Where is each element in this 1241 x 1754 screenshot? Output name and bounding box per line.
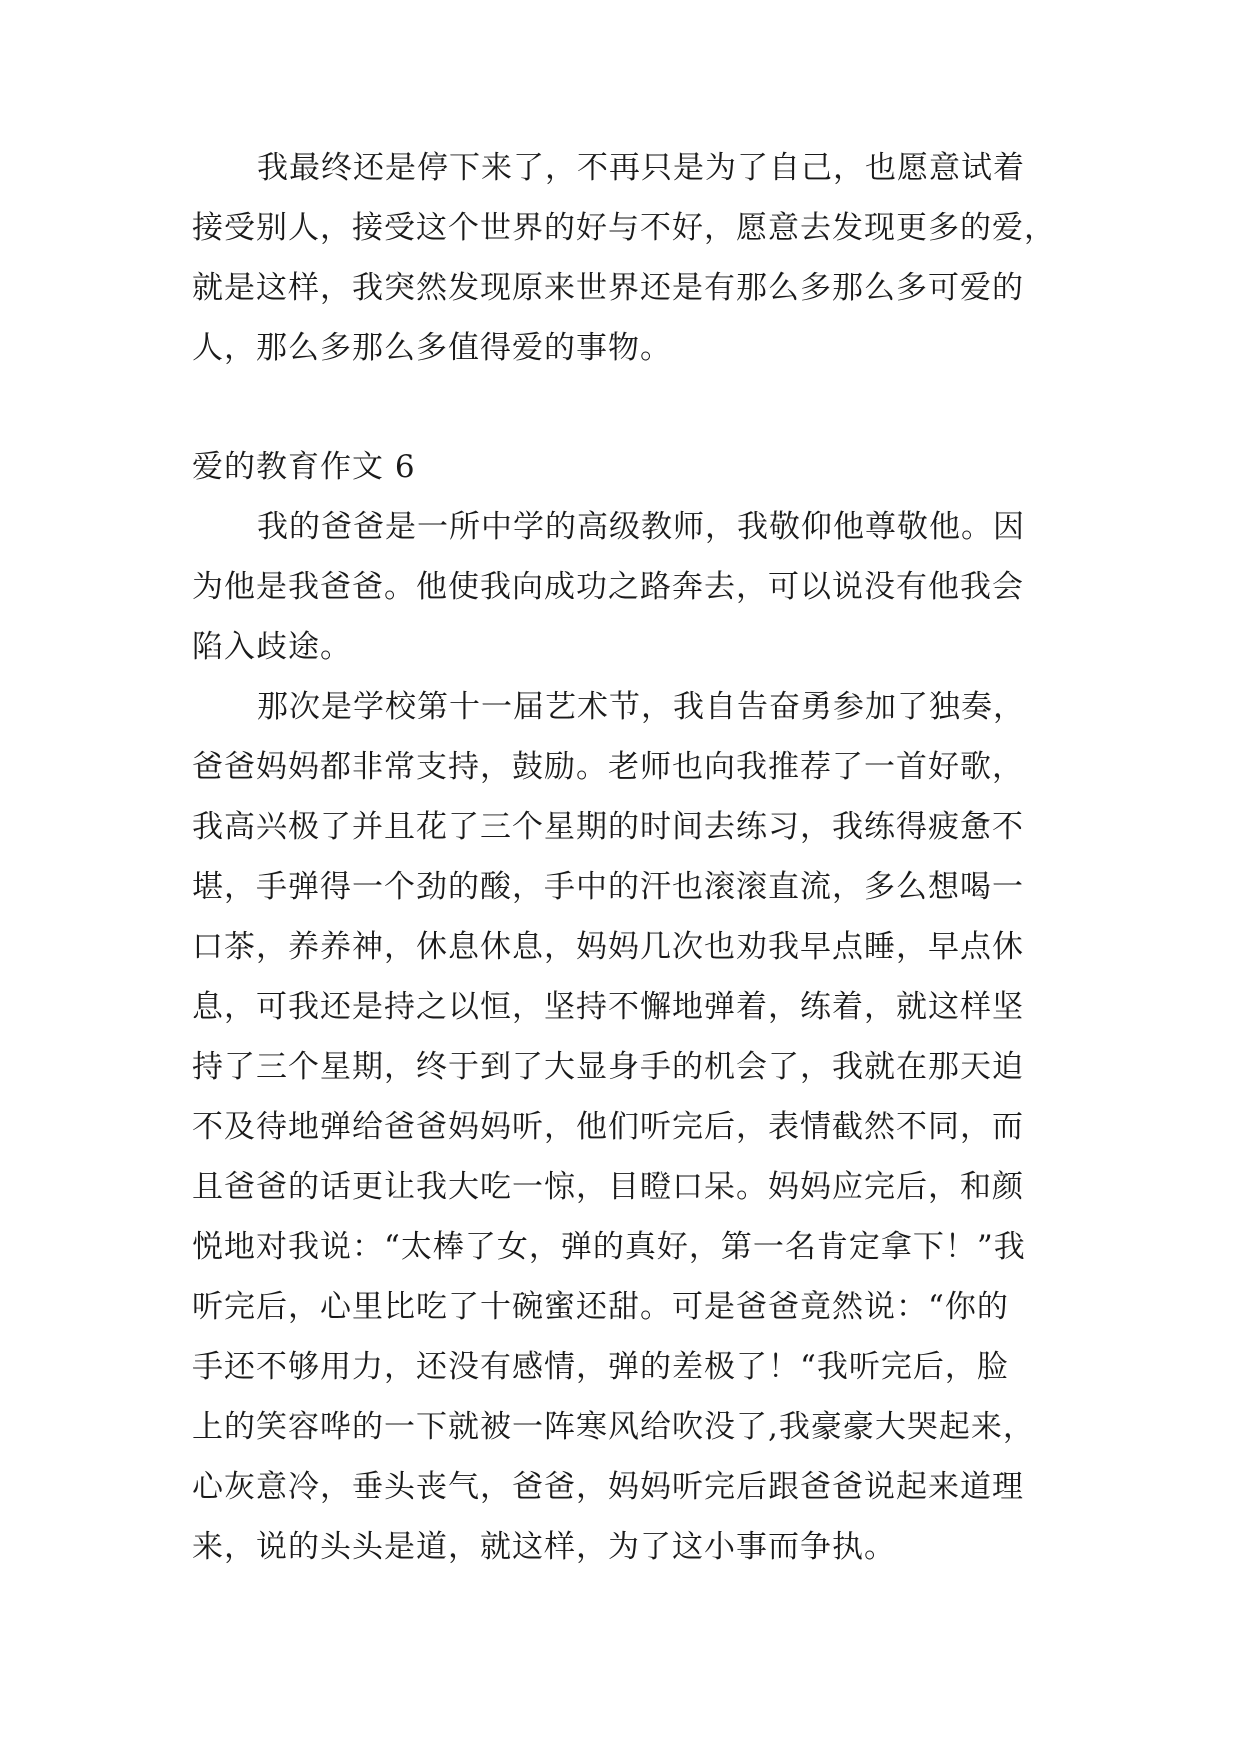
paragraph-3-line-5: 口茶，养养神，休息休息，妈妈几次也劝我早点睡，早点休 [192,929,1024,965]
paragraph-1-line-3: 就是这样，我突然发现原来世界还是有那么多那么多可爱的 [192,270,1024,306]
paragraph-3-line-12: 手还不够用力，还没有感情，弹的差极了！“我听完后，脸 [192,1349,1009,1385]
paragraph-2-line-2: 为他是我爸爸。他使我向成功之路奔去，可以说没有他我会 [192,569,1024,605]
paragraph-2-line-1: 我的爸爸是一所中学的高级教师，我敬仰他尊敬他。因 [257,509,1025,545]
paragraph-3-line-1: 那次是学校第十一届艺术节，我自告奋勇参加了独奏， [257,689,1025,725]
paragraph-3-line-14: 心灰意冷，垂头丧气，爸爸，妈妈听完后跟爸爸说起来道理 [192,1469,1024,1505]
paragraph-3-line-2: 爸爸妈妈都非常支持，鼓励。老师也向我推荐了一首好歌， [192,749,1024,785]
paragraph-2-line-3: 陷入歧途。 [192,629,352,665]
section-heading: 爱的教育作文 6 [192,449,416,485]
paragraph-3-line-15: 来，说的头头是道，就这样，为了这小事而争执。 [192,1529,896,1565]
paragraph-1-line-1: 我最终还是停下来了，不再只是为了自己，也愿意试着 [257,150,1025,186]
paragraph-3-line-7: 持了三个星期，终于到了大显身手的机会了，我就在那天迫 [192,1049,1024,1085]
paragraph-3-line-3: 我高兴极了并且花了三个星期的时间去练习，我练得疲惫不 [192,809,1024,845]
paragraph-3-line-9: 且爸爸的话更让我大吃一惊，目瞪口呆。妈妈应完后，和颜 [192,1169,1024,1205]
paragraph-1-line-2: 接受别人，接受这个世界的好与不好，愿意去发现更多的爱， [192,210,1056,246]
paragraph-3-line-13: 上的笑容哗的一下就被一阵寒风给吹没了,我豪豪大哭起来， [192,1409,1035,1445]
paragraph-3-line-4: 堪，手弹得一个劲的酸，手中的汗也滚滚直流，多么想喝一 [192,869,1024,905]
paragraph-3-line-8: 不及待地弹给爸爸妈妈听，他们听完后，表情截然不同，而 [192,1109,1024,1145]
paragraph-3-line-6: 息，可我还是持之以恒，坚持不懈地弹着，练着，就这样坚 [192,989,1024,1025]
paragraph-1-line-4: 人，那么多那么多值得爱的事物。 [192,330,672,366]
paragraph-3-line-10: 悦地对我说：“太棒了女，弹的真好，第一名肯定拿下！”我 [192,1229,1026,1265]
paragraph-3-line-11: 听完后，心里比吃了十碗蜜还甜。可是爸爸竟然说：“你的 [192,1289,1009,1325]
